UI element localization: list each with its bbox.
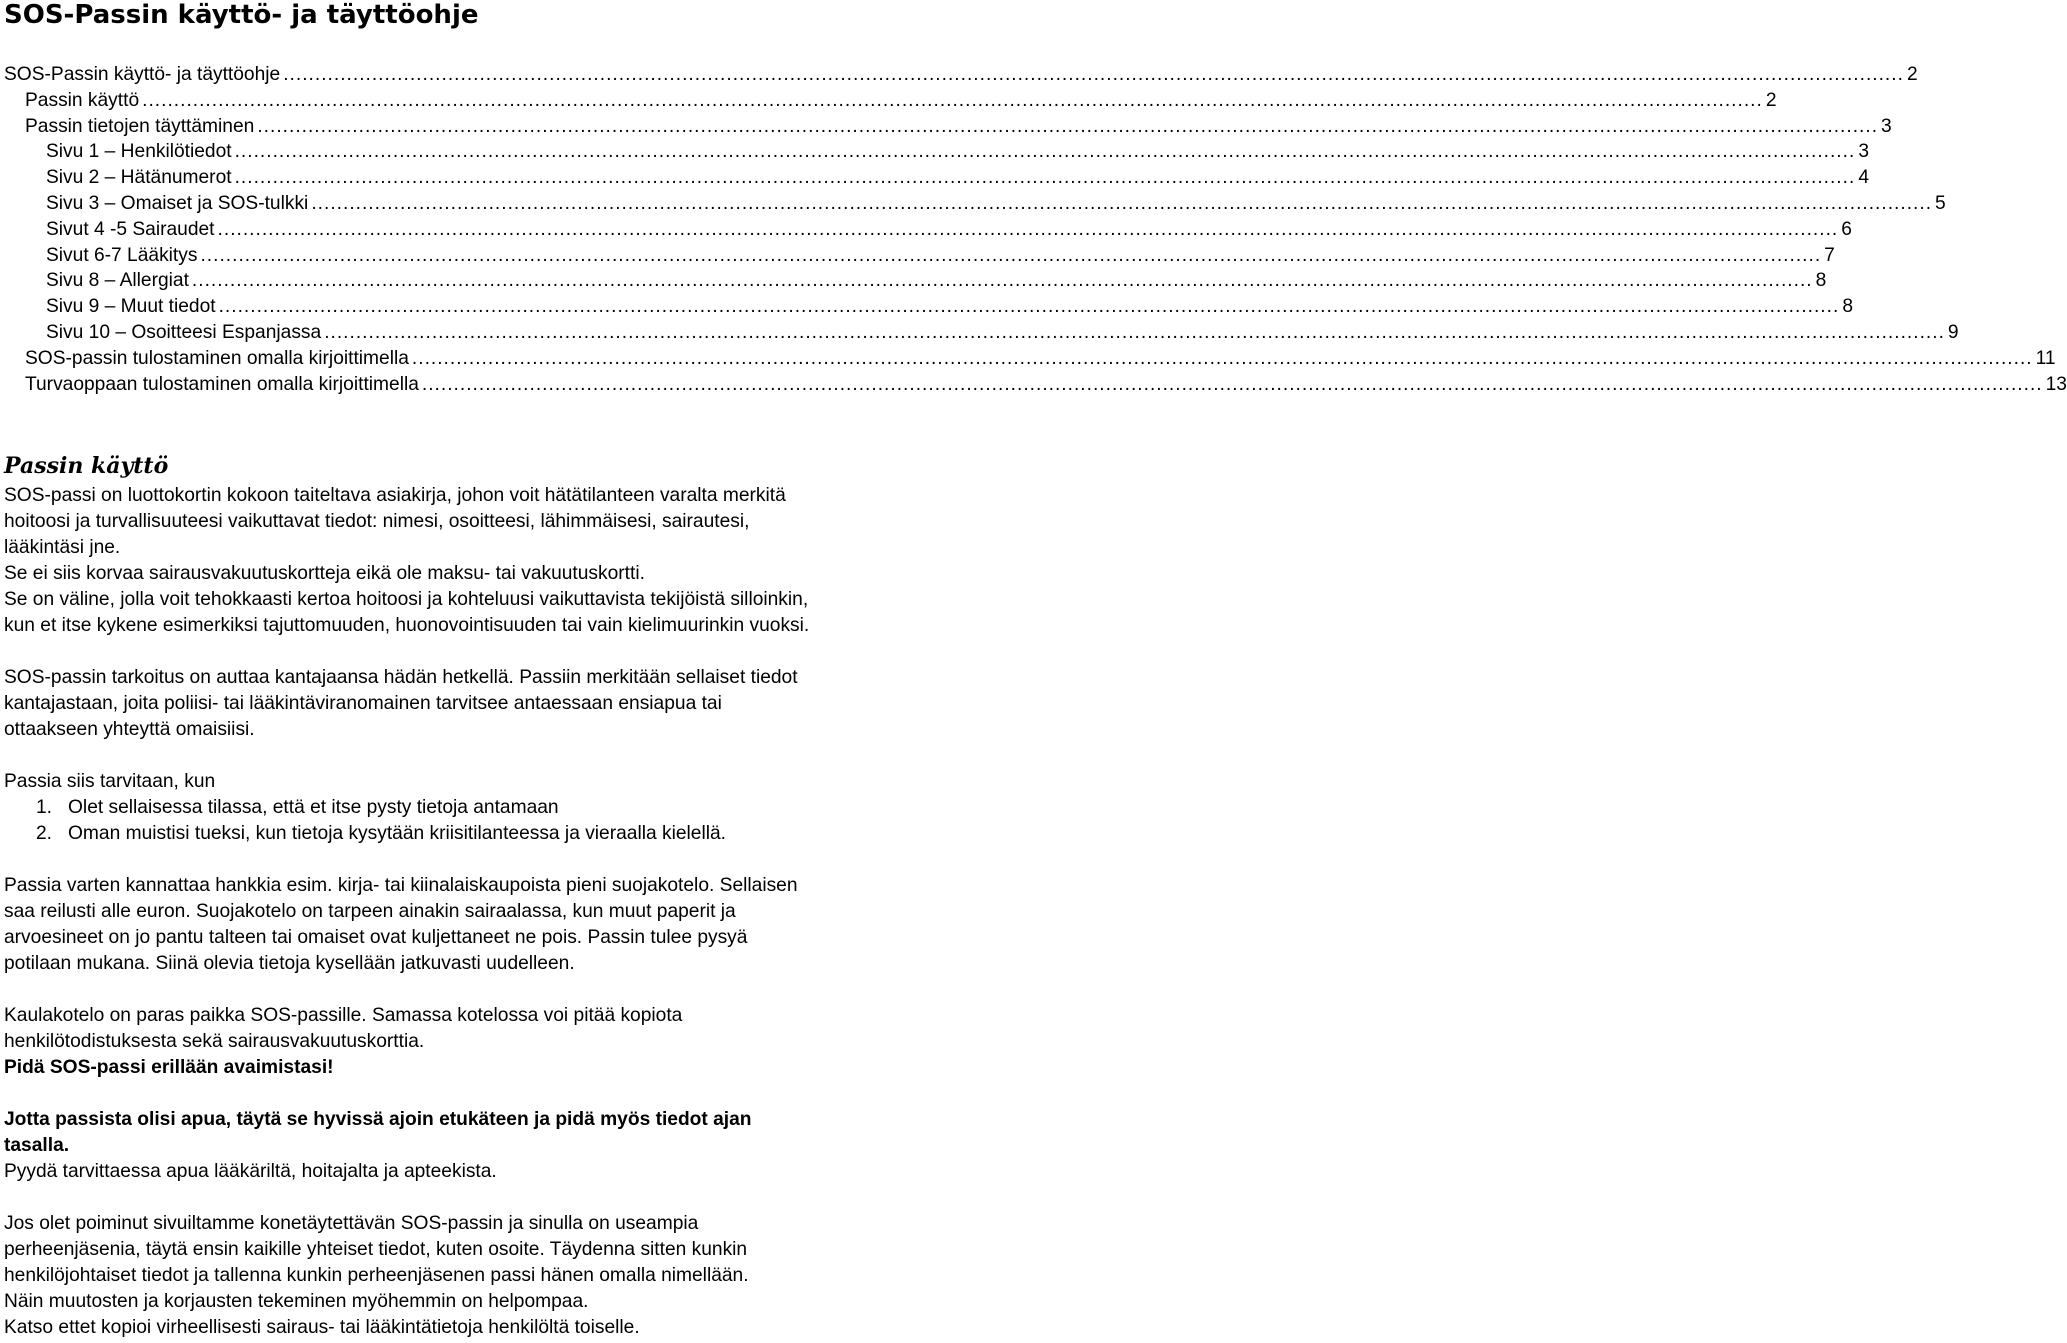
toc-page-number: 9 — [1947, 321, 1959, 343]
paragraph-line: SOS-passi on luottokortin kokoon taiteltava asiakirja, johon voit hätätilanteen varalta merkitä — [4, 485, 786, 506]
emphasis-line: Jotta passista olisi apua, täytä se hyvissä ajoin etukäteen ja pidä myös tiedot ajan — [4, 1109, 752, 1130]
paragraph-line: Katso ettet kopioi virheellisesti sairaus- tai lääkintätietoja henkilöltä toiselle. — [4, 1317, 640, 1338]
paragraph-line: lääkintäsi jne. — [4, 537, 121, 558]
paragraph-line: saa reilusti alle euron. Suojakotelo on tarpeen ainakin sairaalassa, kun muut paperit ja — [4, 901, 736, 922]
toc-leader-dots — [142, 88, 1763, 114]
toc-entry-label: SOS-Passin käyttö- ja täyttöohje — [4, 64, 281, 85]
list-item — [4, 821, 956, 847]
paragraph-line: henkilöjohtaiset tiedot ja tallenna kunkin perheenjäsenen passi hänen omalla nimellään. — [4, 1265, 749, 1286]
toc-leader-dots — [218, 217, 1839, 243]
paragraph-line: Näin muutosten ja korjausten tekeminen myöhemmin on helpompaa. — [4, 1291, 589, 1312]
toc-entry[interactable] — [4, 88, 1777, 114]
document-title: SOS-Passin käyttö- ja täyttöohje — [4, 0, 479, 30]
toc-page-number: 11 — [2035, 347, 2056, 369]
toc-entry-label: Sivu 1 – Henkilötiedot — [46, 141, 232, 163]
paragraph-line: arvoesineet on jo pantu talteen tai omaiset ovat kuljettaneet ne pois. Passin tulee pysyä — [4, 927, 748, 948]
toc-leader-dots — [412, 346, 2033, 372]
paragraph-spacer — [4, 639, 956, 665]
toc-entry[interactable] — [4, 139, 1869, 165]
toc-page-number: 3 — [1858, 141, 1869, 163]
toc-leader-dots — [422, 372, 2043, 398]
toc-entry[interactable] — [4, 191, 1946, 217]
paragraph-spacer — [4, 977, 956, 1003]
toc-entry-label: SOS-passin tulostaminen omalla kirjoittimella — [25, 347, 409, 369]
toc-entry-label: Sivu 9 – Muut tiedot — [46, 296, 216, 318]
toc-entry[interactable] — [4, 346, 2056, 372]
paragraph-spacer — [4, 847, 956, 873]
list-item-text: Oman muistisi tueksi, kun tietoja kysytään kriisitilanteessa ja vieraalla kielellä. — [68, 823, 726, 844]
section-heading: Passin käyttö — [4, 453, 169, 479]
toc-page-number: 8 — [1842, 296, 1853, 318]
toc-entry-label: Sivu 8 – Allergiat — [46, 270, 189, 292]
toc-leader-dots — [311, 191, 1932, 217]
paragraph-line: ottaakseen yhteyttä omaisiisi. — [4, 719, 255, 740]
toc-leader-dots — [235, 139, 1856, 165]
toc-entry[interactable] — [4, 62, 1918, 88]
paragraph-line: Kaulakotelo on paras paikka SOS-passille. Samassa kotelossa voi pitää kopiota — [4, 1005, 683, 1026]
paragraph-line: perheenjäsenia, täytä ensin kaikille yhteiset tiedot, kuten osoite. Täydenna sitten kunkin — [4, 1239, 748, 1260]
toc-entry-label: Passin tietojen täyttäminen — [25, 115, 255, 137]
toc-leader-dots — [257, 114, 1878, 140]
section-body — [4, 483, 956, 1341]
paragraph-spacer — [4, 1081, 956, 1107]
toc-entry[interactable] — [4, 243, 1835, 269]
paragraph-line: Passia varten kannattaa hankkia esim. kirja- tai kiinalaiskaupoista pieni suojakotelo. Sellaisen — [4, 875, 798, 896]
toc-entry-label: Sivut 4 -5 Sairaudet — [46, 218, 215, 240]
list-item-number: 1. — [36, 797, 53, 818]
toc-leader-dots — [235, 165, 1856, 191]
list-item — [4, 795, 956, 821]
toc-entry-label: Passin käyttö — [25, 89, 140, 111]
toc-leader-dots — [200, 243, 1821, 269]
toc-entry-label: Turvaoppaan tulostaminen omalla kirjoittimella — [25, 373, 419, 395]
table-of-contents — [4, 62, 2067, 397]
toc-page-number: 3 — [1881, 115, 1892, 137]
toc-entry[interactable] — [4, 165, 1869, 191]
toc-page-number: 13 — [2045, 373, 2067, 395]
toc-leader-dots — [219, 294, 1840, 320]
list-intro: Passia siis tarvitaan, kun — [4, 771, 216, 792]
toc-page-number: 6 — [1841, 218, 1852, 240]
paragraph-line: SOS-passin tarkoitus on auttaa kantajaansa hädän hetkellä. Passiin merkitään sellaiset tiedot — [4, 667, 798, 688]
toc-page-number: 2 — [1765, 89, 1777, 111]
toc-entry[interactable] — [4, 320, 1959, 346]
toc-entry[interactable] — [4, 217, 1852, 243]
warning-line: Pidä SOS-passi erillään avaimistasi! — [4, 1057, 334, 1078]
paragraph-line: henkilötodistuksesta sekä sairausvakuutuskorttia. — [4, 1031, 425, 1052]
toc-leader-dots — [192, 268, 1813, 294]
emphasis-line: tasalla. — [4, 1135, 70, 1156]
toc-entry[interactable] — [4, 114, 1892, 140]
paragraph-line: Se on väline, jolla voit tehokkaasti kertoa hoitoosi ja kohteluusi vaikuttavista tekijöistä silloinkin, — [4, 589, 809, 610]
paragraph-line: Jos olet poiminut sivuiltamme konetäytettävän SOS-passin ja sinulla on useampia — [4, 1213, 699, 1234]
paragraph-spacer — [4, 1185, 956, 1211]
paragraph-line: Se ei siis korvaa sairausvakuutuskortteja eikä ole maksu- tai vakuutuskortti. — [4, 563, 645, 584]
paragraph-line: kantajastaan, joita poliisi- tai lääkintäviranomainen tarvitsee antaessaan ensiapua tai — [4, 693, 722, 714]
toc-entry[interactable] — [4, 268, 1827, 294]
toc-entry-label: Sivu 10 – Osoitteesi Espanjassa — [46, 321, 322, 343]
toc-entry-label: Sivu 2 – Hätänumerot — [46, 167, 232, 189]
toc-entry-label: Sivut 6-7 Lääkitys — [46, 244, 198, 266]
toc-page-number: 5 — [1935, 192, 1946, 214]
paragraph-line: kun et itse kykene esimerkiksi tajuttomuuden, huonovointisuuden tai vain kielimuurinkin vuoksi. — [4, 615, 810, 636]
toc-page-number: 7 — [1824, 244, 1835, 266]
toc-entry[interactable] — [4, 294, 1853, 320]
toc-entry-label: Sivu 3 – Omaiset ja SOS-tulkki — [46, 192, 309, 214]
paragraph-line: potilaan mukana. Siinä olevia tietoja kysellään jatkuvasti uudelleen. — [4, 953, 575, 974]
toc-entry[interactable] — [4, 372, 2067, 398]
paragraph-spacer — [4, 743, 956, 769]
toc-leader-dots — [324, 320, 1945, 346]
toc-leader-dots — [283, 62, 1904, 88]
list-item-text: Olet sellaisessa tilassa, että et itse pysty tietoja antamaan — [68, 797, 559, 818]
paragraph-line: Pyydä tarvittaessa apua lääkäriltä, hoitajalta ja apteekista. — [4, 1161, 497, 1182]
paragraph-line: hoitoosi ja turvallisuuteesi vaikuttavat tiedot: nimesi, osoitteesi, lähimmäisesi, sairautesi, — [4, 511, 750, 532]
toc-page-number: 8 — [1815, 270, 1827, 292]
toc-page-number: 2 — [1906, 64, 1918, 85]
toc-page-number: 4 — [1858, 167, 1869, 189]
list-item-number: 2. — [36, 823, 53, 844]
